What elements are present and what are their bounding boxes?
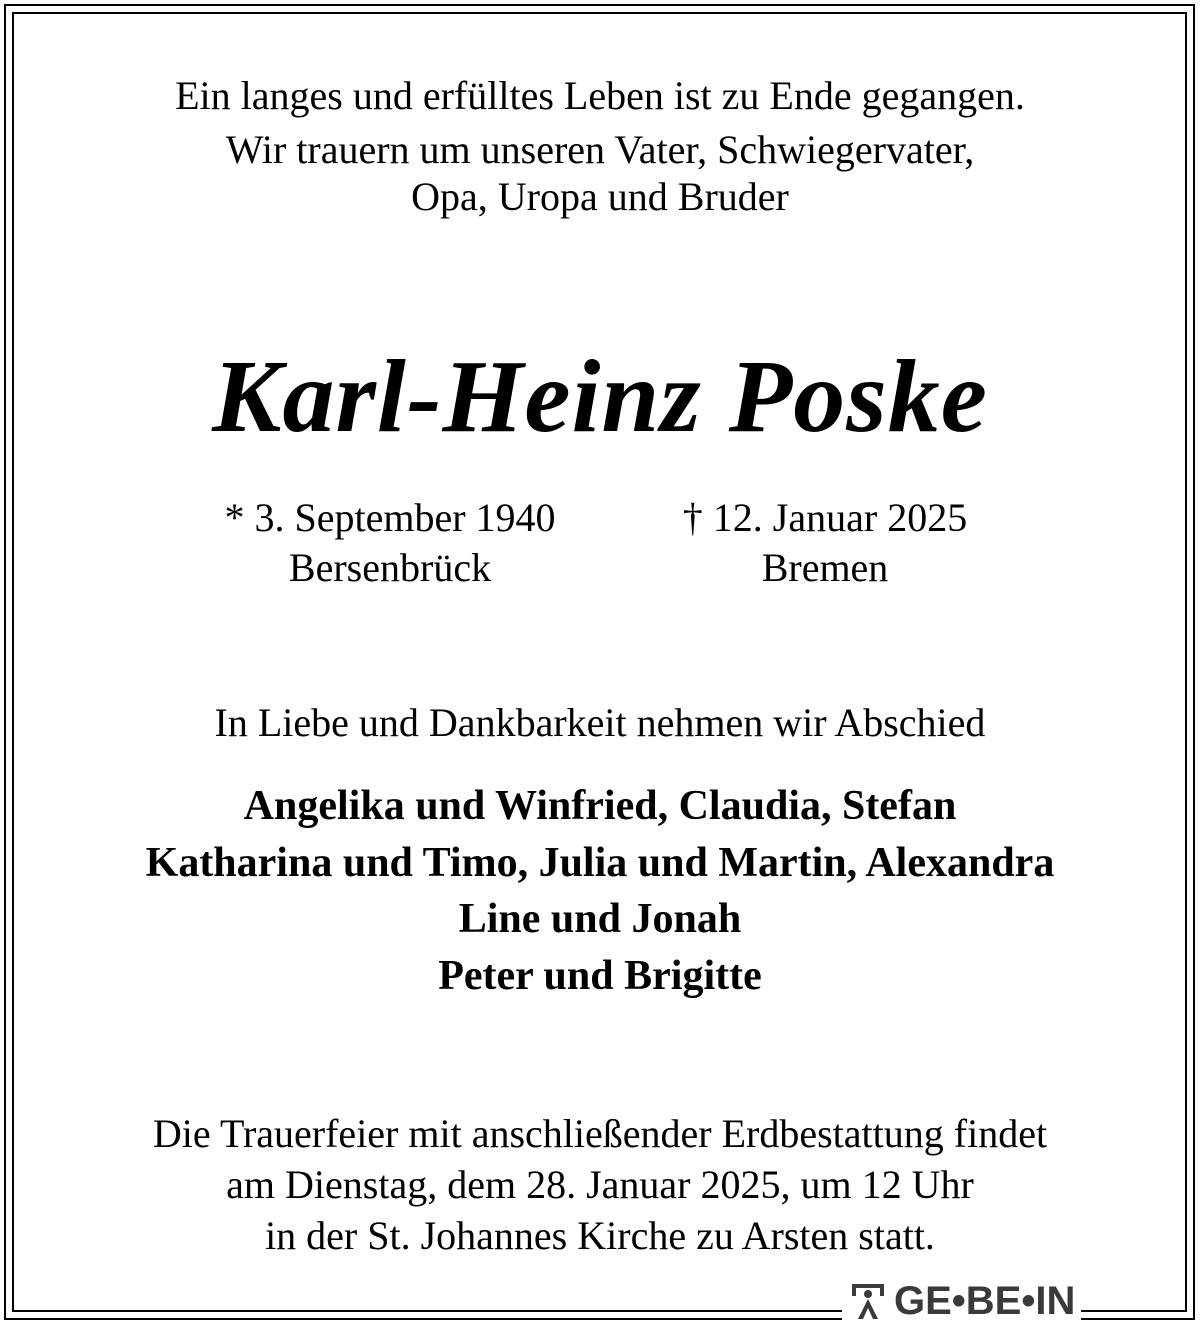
death-place: Bremen: [761, 545, 889, 590]
death-date: † 12. Januar 2025: [682, 495, 968, 540]
family-line-3: Line und Jonah: [458, 896, 742, 942]
ceremony-line-3: in der St. Johannes Kirche zu Arsten statt.: [265, 1213, 935, 1258]
birth-date: * 3. September 1940: [224, 495, 556, 540]
intro-line-3: Opa, Uropa und Bruder: [411, 174, 789, 219]
ceremony-line-2: am Dienstag, dem 28. Januar 2025, um 12 Uhr: [226, 1162, 974, 1207]
farewell-text: In Liebe und Dankbarkeit nehmen wir Abschied: [214, 700, 986, 745]
gebein-figure-icon: [848, 1281, 888, 1321]
family-line-2: Katharina und Timo, Julia und Martin, Alexandra: [145, 840, 1055, 886]
gebein-logo: [842, 1279, 1081, 1323]
family-line-4: Peter und Brigitte: [438, 953, 762, 999]
family-line-1: Angelika und Winfried, Claudia, Stefan: [243, 783, 957, 829]
ceremony-line-1: Die Trauerfeier mit anschließender Erdbestattung findet: [152, 1111, 1048, 1156]
intro-line-1: Ein langes und erfülltes Leben ist zu Ende gegangen.: [175, 73, 1025, 118]
intro-line-2: Wir trauern um unseren Vater, Schwiegervater,: [225, 127, 975, 172]
gebein-logo-text: GE•BE•IN: [894, 1279, 1076, 1323]
birth-place: Bersenbrück: [288, 545, 492, 590]
deceased-name: Karl-Heinz Poske: [212, 339, 988, 454]
